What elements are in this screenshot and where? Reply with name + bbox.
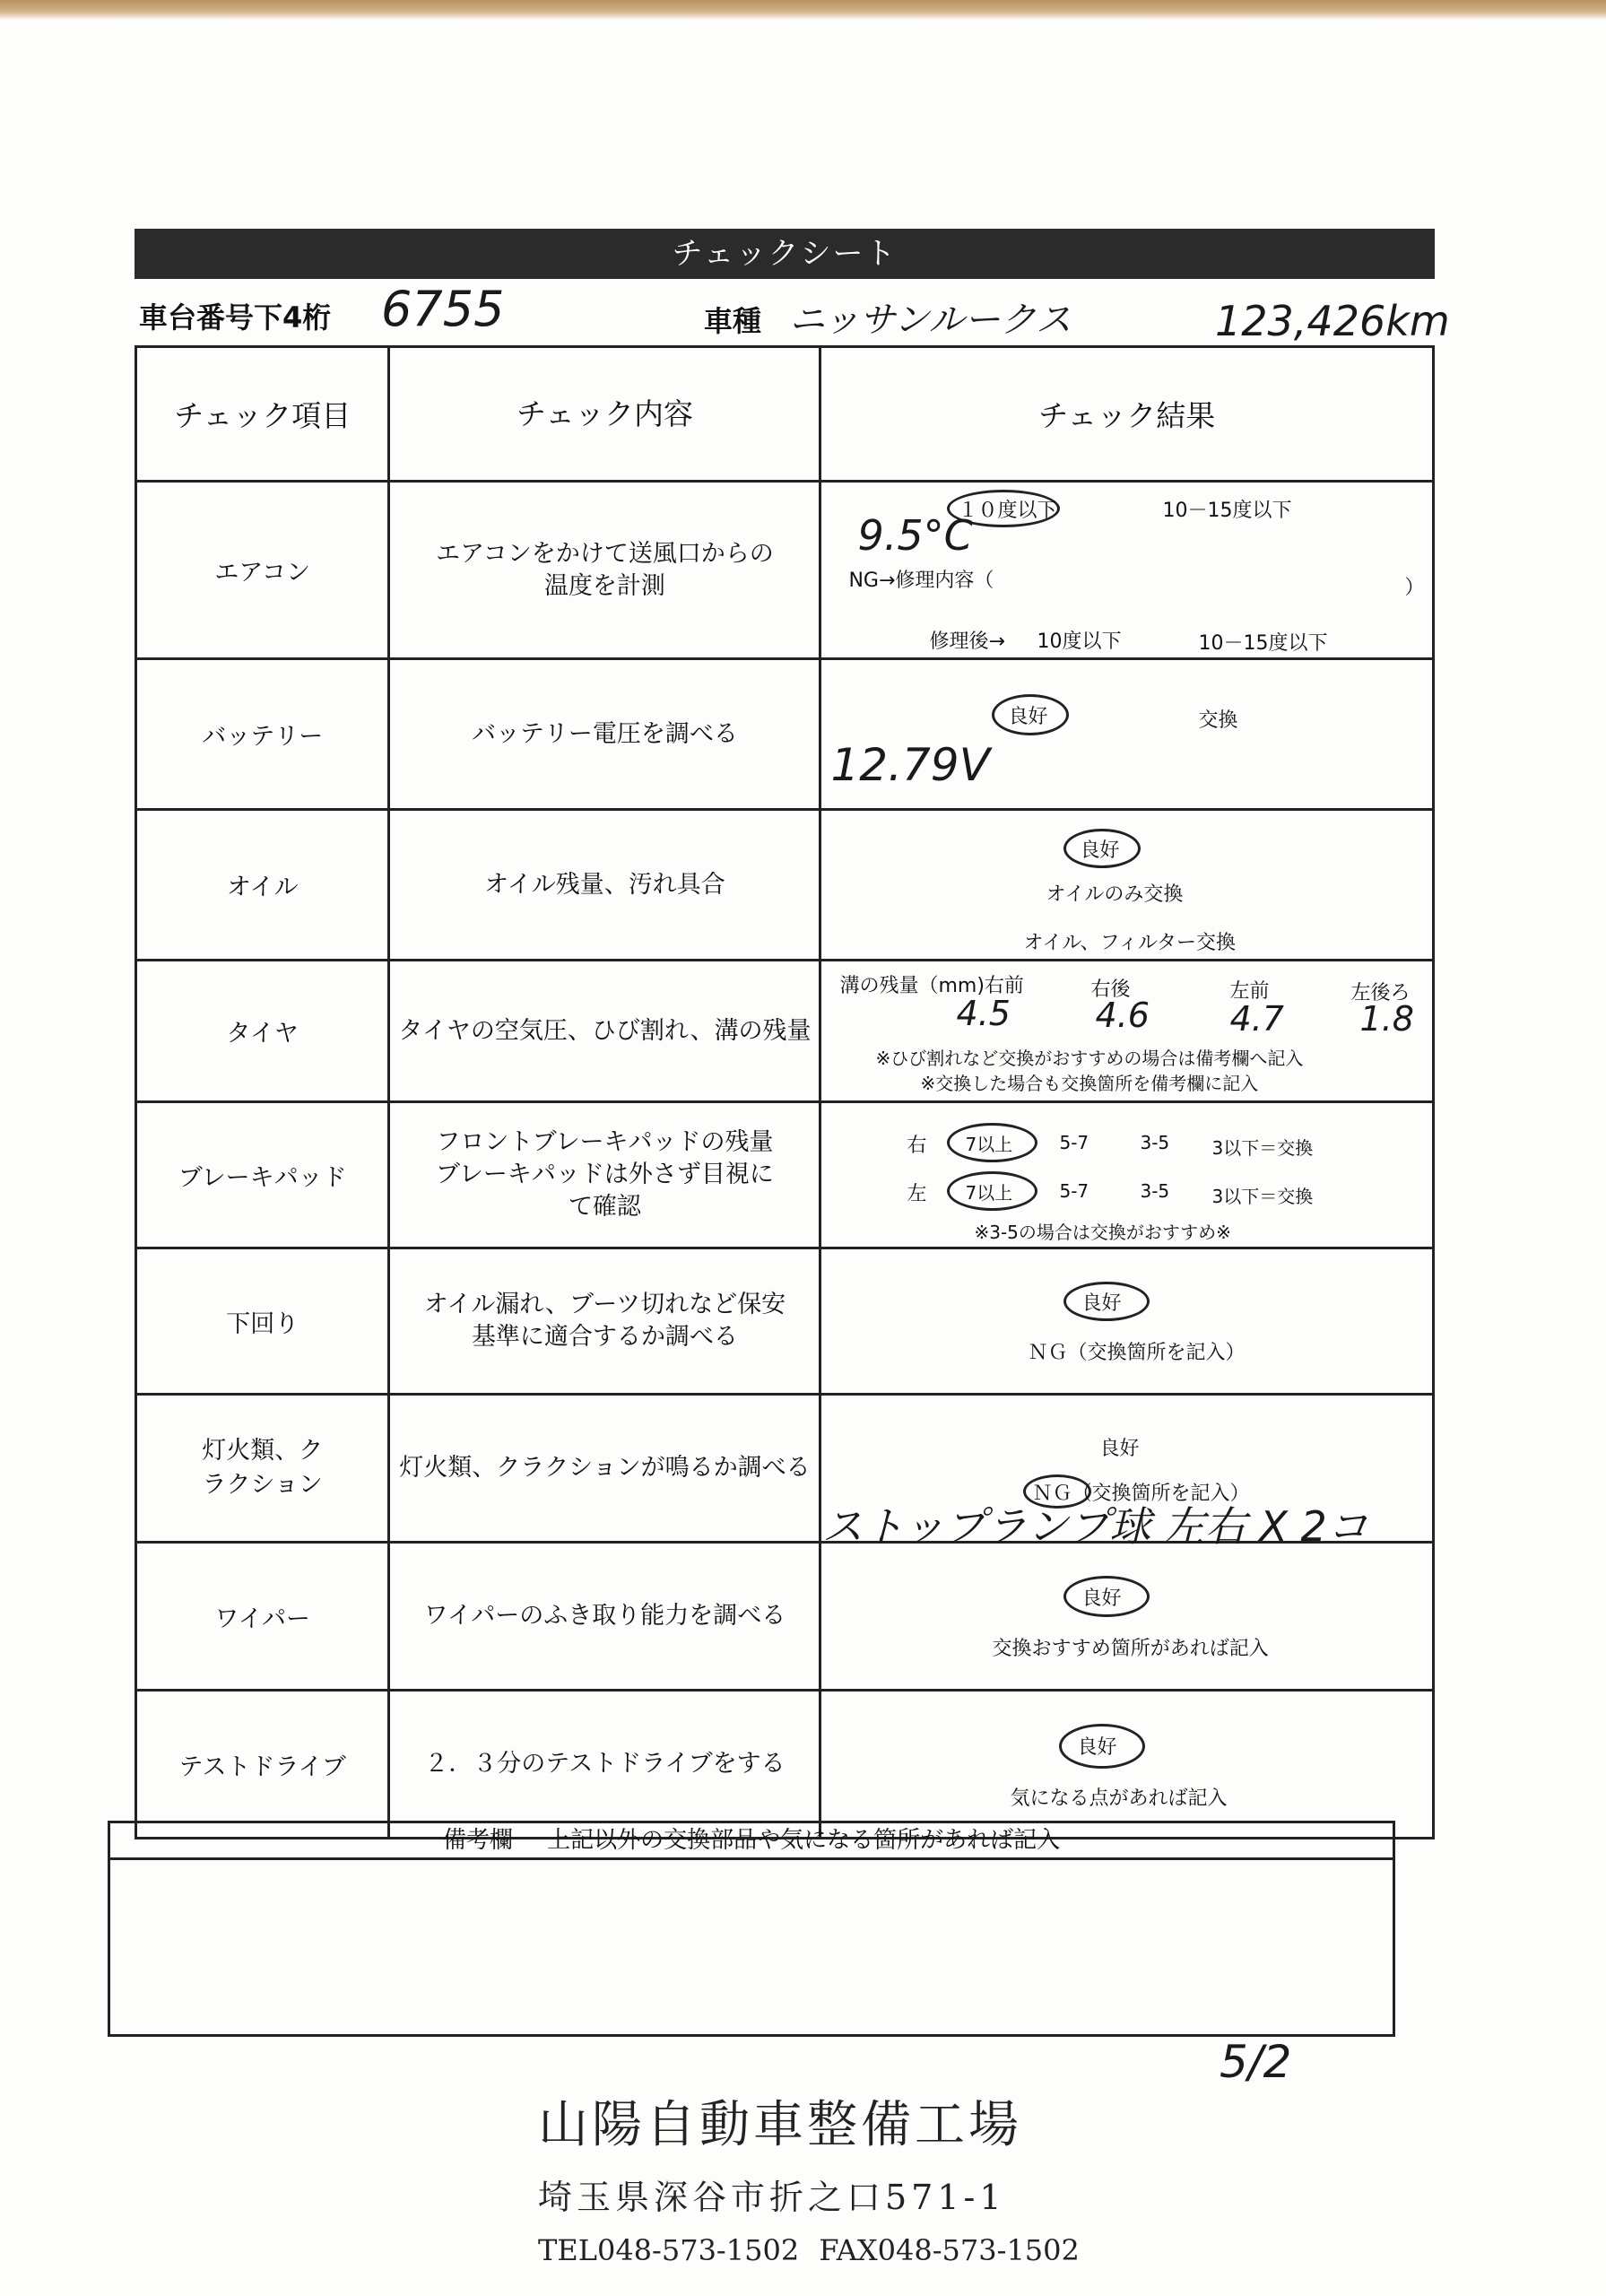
mileage-value: 123,426km: [1215, 297, 1450, 345]
row-oil: [136, 810, 1434, 961]
brake-o2: 5-7: [1059, 1132, 1089, 1153]
lights-opt1: 良好: [1099, 1438, 1140, 1460]
brake-left: 左: [907, 1183, 927, 1205]
battery-opt1: 良好: [1008, 706, 1048, 728]
item-lights: [136, 1395, 389, 1543]
item-brake: ブレーキパッド: [136, 1102, 389, 1248]
tire-v2: 4.6: [1095, 996, 1150, 1035]
company-phone: [538, 2233, 1080, 2267]
result-under: [820, 1248, 1434, 1395]
tire-v3: 4.7: [1229, 999, 1284, 1039]
aircon-opt2: 10－15度以下: [1162, 500, 1292, 522]
tire-h3: 左前: [1229, 980, 1270, 1003]
aircon-ng-close: ）: [1404, 577, 1425, 599]
brake-o1-left: 7以上: [965, 1182, 1013, 1204]
aircon-opt1: １０度以下: [958, 500, 1057, 522]
content-drive: ２．３分のテストドライブをする: [389, 1691, 820, 1839]
paper-edge: [0, 0, 1606, 20]
brake-o4-left: 3以下＝交換: [1211, 1186, 1314, 1207]
row-drive: [136, 1691, 1434, 1839]
content-under-text: オイル漏れ、ブーツ切れなど保安基準に適合するか調べる: [423, 1291, 786, 1351]
wiper-opt1: 良好: [1081, 1587, 1122, 1610]
battery-hand: 12.79V: [830, 739, 990, 791]
oil-opt2: オイルのみ交換: [1046, 883, 1184, 906]
footer-stamp: [538, 2085, 1080, 2267]
remarks-text: 上記以外の交換部品や気になる箇所があれば記入: [547, 1827, 1061, 1854]
brake-o2-left: 5-7: [1059, 1180, 1089, 1202]
content-tire: タイヤの空気圧、ひび割れ、溝の残量: [389, 961, 820, 1102]
content-aircon-text: エアコンをかけて送風口からの温度を計測: [436, 539, 774, 600]
company-name: 山陽自動車整備工場: [538, 2096, 1022, 2154]
result-drive: [820, 1691, 1434, 1839]
result-tire: [820, 961, 1434, 1102]
brake-o3: 3-5: [1140, 1132, 1170, 1153]
item-drive: テストドライブ: [136, 1691, 389, 1839]
row-battery: [136, 659, 1434, 810]
item-lights-text: 灯火類、クラクション: [202, 1437, 324, 1499]
sheet-title: チェックシート: [135, 229, 1435, 279]
row-aircon: [136, 482, 1434, 659]
content-battery: バッテリー電圧を調べる: [389, 659, 820, 810]
aircon-after-label: 修理後→: [929, 631, 1005, 653]
tire-note1: ※ひび割れなど交換がおすすめの場合は備考欄へ記入: [875, 1048, 1304, 1069]
col-result: チェック結果: [820, 347, 1434, 482]
lights-opt2: ＮＧ（交換箇所を記入）: [1032, 1483, 1250, 1505]
battery-opt2: 交換: [1198, 709, 1238, 732]
tire-h4: 左後ろ: [1350, 982, 1411, 1004]
under-opt2: ＮＧ（交換箇所を記入）: [1028, 1342, 1246, 1364]
content-under: [389, 1248, 820, 1395]
lights-hand: ストップランプ球 左右 X 2コ: [821, 1502, 1368, 1551]
model-value: ニッサンルークス: [789, 300, 1072, 341]
content-brake-text: フロントブレーキパッドの残量ブレーキパッドは外さず目視にて確認: [435, 1128, 774, 1221]
company-fax: FAX048-573-1502: [819, 2233, 1080, 2267]
brake-o4: 3以下＝交換: [1211, 1137, 1314, 1159]
row-brake: [136, 1102, 1434, 1248]
content-lights: 灯火類、クラクションが鳴るか調べる: [389, 1395, 820, 1543]
drive-opt2: 気になる点があれば記入: [1010, 1787, 1228, 1810]
result-wiper: [820, 1543, 1434, 1691]
content-brake: [389, 1102, 820, 1248]
result-battery: [820, 659, 1434, 810]
aircon-ng: NG→修理内容（: [848, 570, 994, 592]
row-lights: [136, 1395, 1434, 1543]
oil-opt1: 良好: [1080, 839, 1120, 862]
tire-v1: 4.5: [956, 994, 1011, 1033]
tire-h1: 溝の残量（mm)右前: [839, 975, 1024, 997]
under-opt1: 良好: [1081, 1292, 1122, 1315]
row-under: [136, 1248, 1434, 1395]
row-tire: [136, 961, 1434, 1102]
brake-o1: 7以上: [965, 1134, 1013, 1155]
model-label: 車種: [704, 304, 762, 338]
tire-note2: ※交換した場合も交換箇所を備考欄に記入: [920, 1073, 1259, 1094]
item-aircon: エアコン: [136, 482, 389, 659]
item-battery: バッテリー: [136, 659, 389, 810]
company-address: 埼玉県深谷市折之口571-1: [538, 2178, 1006, 2217]
brake-right: 右: [907, 1135, 927, 1157]
vin-label: 車台番号下4桁: [139, 300, 332, 335]
page-note: 5/2: [1220, 2036, 1292, 2088]
result-aircon: [820, 482, 1434, 659]
content-oil: オイル残量、汚れ具合: [389, 810, 820, 961]
remarks-box: [108, 1855, 1395, 2037]
tire-h2: 右後: [1090, 978, 1131, 1001]
result-brake: [820, 1102, 1434, 1248]
header-row: [135, 279, 1450, 348]
aircon-after2: 10－15度以下: [1198, 632, 1328, 655]
brake-note: ※3-5の場合は交換がおすすめ※: [974, 1222, 1231, 1243]
content-wiper: ワイパーのふき取り能力を調べる: [389, 1543, 820, 1691]
company-tel: TEL048-573-1502: [538, 2233, 800, 2267]
result-oil: [820, 810, 1434, 961]
content-aircon: [389, 482, 820, 659]
vin-value: 6755: [381, 281, 505, 337]
wiper-opt2: 交換おすすめ箇所があれば記入: [992, 1638, 1269, 1660]
aircon-after1: 10度以下: [1037, 631, 1122, 653]
result-lights: [820, 1395, 1434, 1551]
item-wiper: ワイパー: [136, 1543, 389, 1691]
oil-opt3: オイル、フィルター交換: [1023, 932, 1236, 954]
item-under: 下回り: [136, 1248, 389, 1395]
row-wiper: [136, 1543, 1434, 1691]
tire-v4: 1.8: [1359, 999, 1414, 1039]
item-tire: タイヤ: [136, 961, 389, 1102]
col-content: チェック内容: [389, 347, 820, 482]
item-oil: オイル: [136, 810, 389, 961]
check-table: [135, 345, 1435, 1839]
remarks-label: 備考欄: [442, 1827, 513, 1854]
col-item: チェック項目: [136, 347, 389, 482]
table-header-row: [136, 347, 1434, 482]
drive-opt1: 良好: [1077, 1736, 1117, 1759]
aircon-hand: 9.5°C: [857, 511, 973, 560]
brake-o3-left: 3-5: [1140, 1180, 1170, 1202]
